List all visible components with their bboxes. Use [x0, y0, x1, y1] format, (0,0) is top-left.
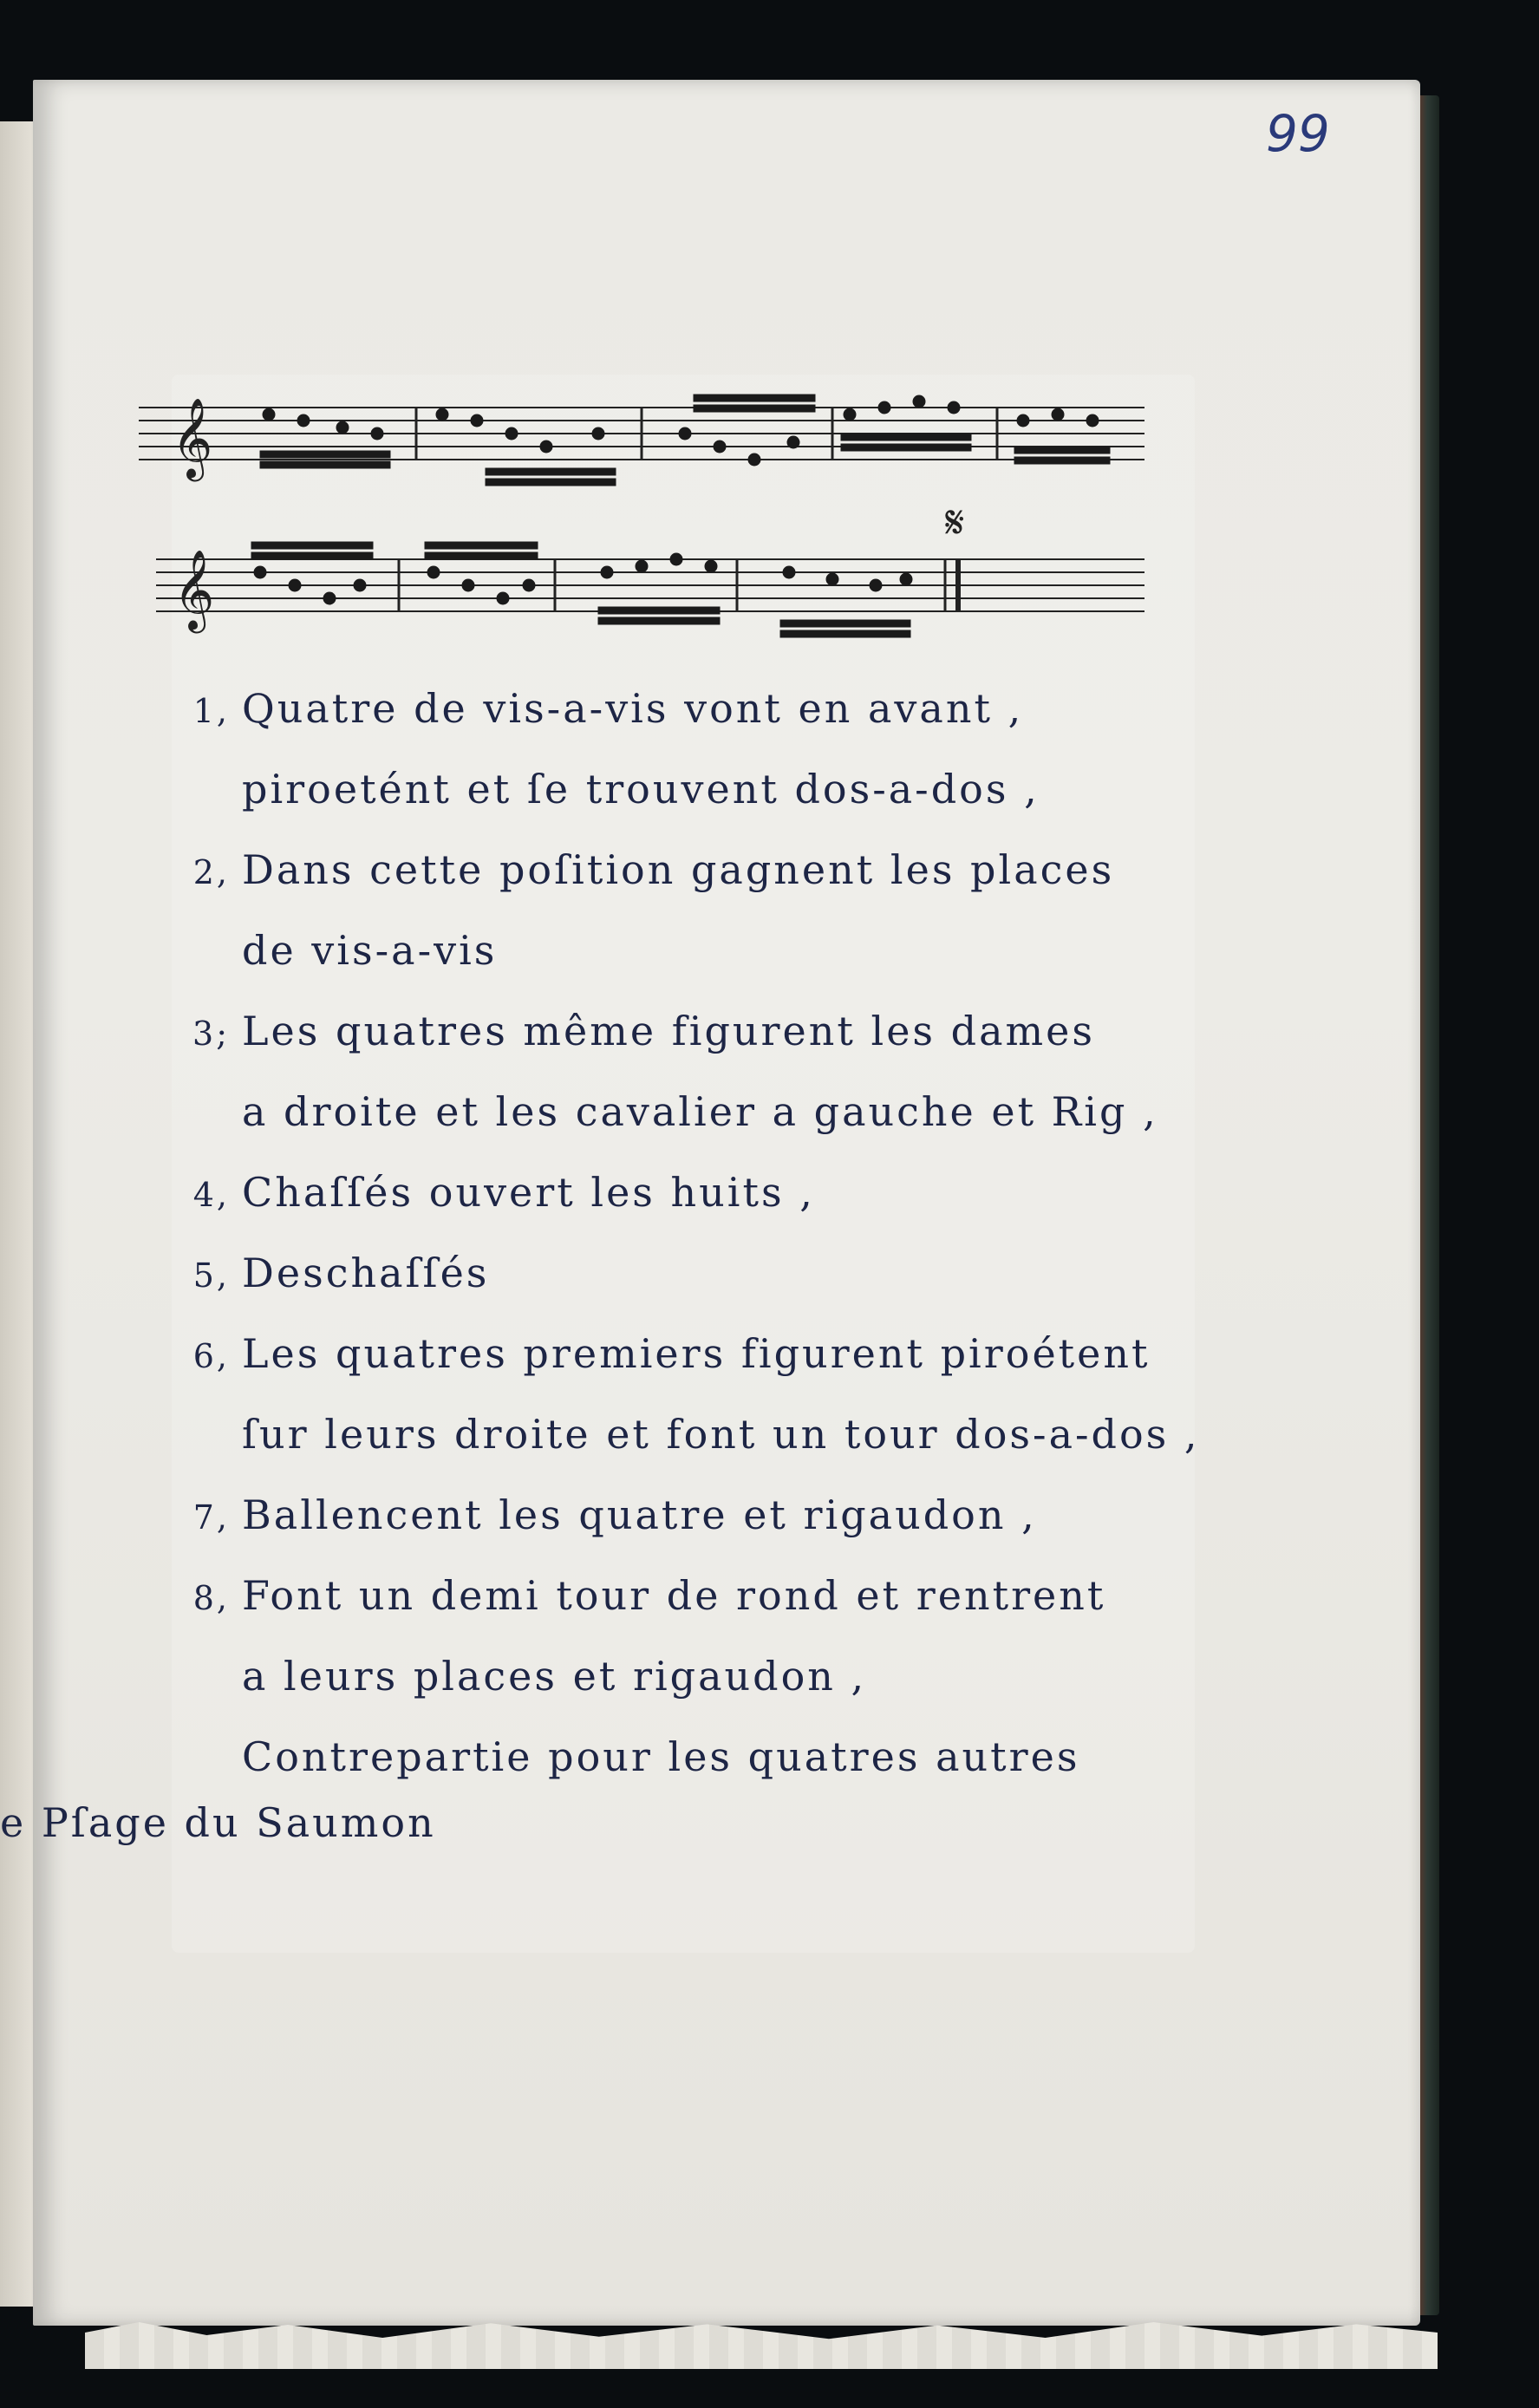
item-number: 8,: [192, 1579, 230, 1617]
item-7-line-1: 7, Ballencent les quatre et rigaudon ,: [178, 1491, 1037, 1538]
item-3-line-1: 3; Les quatres même figurent les dames: [178, 1008, 1095, 1054]
item-1-line-2: piroetént et ſe trouvent dos-a-dos ,: [242, 766, 1040, 812]
item-number: 4,: [192, 1176, 230, 1214]
music-staff-2: [156, 559, 1144, 611]
item-number: 1,: [192, 692, 230, 730]
treble-clef-2: 𝄞: [173, 549, 215, 630]
item-6-line-2: ſur leurs droite et font un tour dos-a-dos ,: [242, 1411, 1200, 1458]
item-number: 6,: [192, 1337, 230, 1375]
item-8-line-1: 8, Font un demi tour de rond et rentrent: [178, 1572, 1105, 1619]
section-title: e Pſage du Saumon: [0, 1799, 436, 1846]
item-number: 5,: [192, 1256, 230, 1295]
treble-clef-1: 𝄞: [172, 397, 213, 478]
item-5-line-1: 5, Deschaſſés: [178, 1250, 489, 1296]
page-number: 99: [1266, 104, 1330, 163]
item-number: 3;: [192, 1015, 230, 1053]
segno-sign: 𝄋: [945, 497, 965, 549]
note-groups: [251, 395, 1110, 637]
item-8-line-2: a leurs places et rigaudon ,: [242, 1653, 867, 1700]
music-notation: [130, 312, 1153, 676]
item-3-line-2: a droite et les cavalier a gauche et Rig ,: [242, 1088, 1158, 1135]
torn-bottom-edge: [85, 2317, 1438, 2369]
item-2-line-2: de vis-a-vis: [242, 927, 498, 974]
item-1-line-1: 1, Quatre de vis-a-vis vont en avant ,: [178, 685, 1023, 732]
item-2-line-1: 2, Dans cette poſition gagnent les places: [178, 846, 1114, 893]
item-6-line-1: 6, Les quatres premiers figurent piroétent: [178, 1330, 1151, 1377]
closing-line: Contrepartie pour les quatres autres: [242, 1733, 1080, 1780]
item-number: 7,: [192, 1498, 230, 1537]
item-number: 2,: [192, 853, 230, 891]
item-4-line-1: 4, Chaſſés ouvert les huits ,: [178, 1169, 815, 1216]
